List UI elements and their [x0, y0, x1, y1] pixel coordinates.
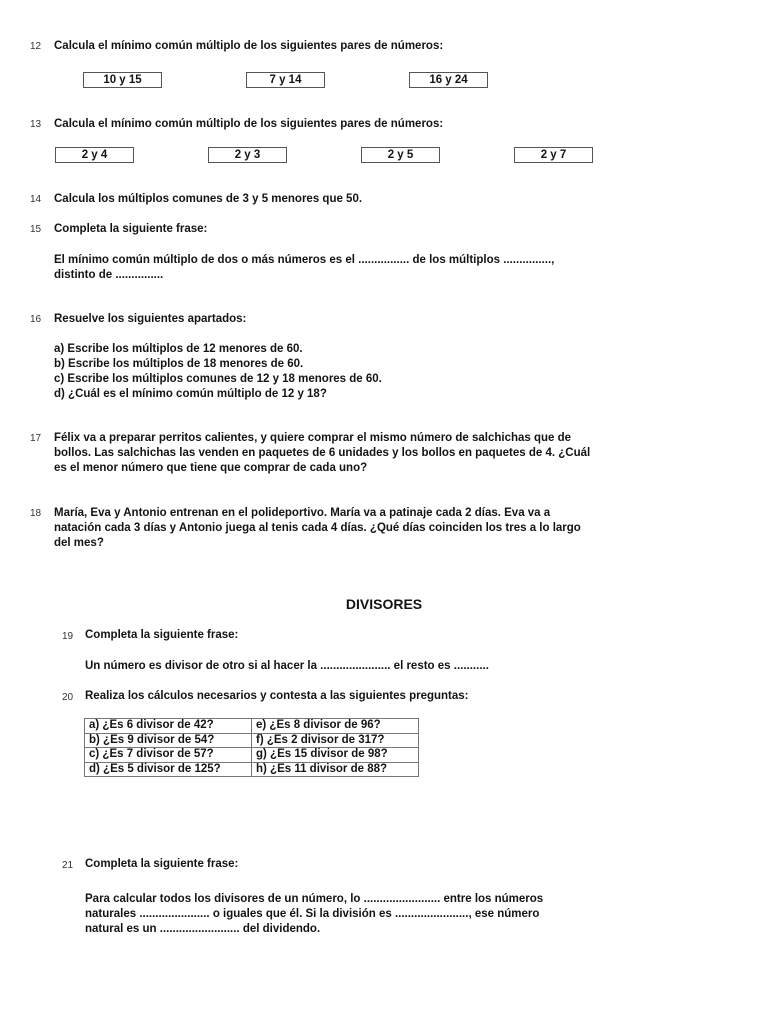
list-item: a) Escribe los múltiplos de 12 menores de 60. [54, 343, 303, 355]
sub-items-list [54, 342, 654, 402]
sentence-line: natural es un ......................... del dividendo. [85, 923, 321, 935]
table-row [85, 762, 419, 777]
number-pair-box: 2 y 3 [208, 147, 287, 163]
list-item: b) Escribe los múltiplos de 18 menores de 60. [54, 358, 304, 370]
list-item: d) ¿Cuál es el mínimo común múltiplo de 12 y 18? [54, 388, 327, 400]
sentence-line: El mínimo común múltiplo de dos o más números es el ................ de los múltiplos ..............., [54, 254, 555, 266]
exercise-title: Calcula el mínimo común múltiplo de los siguientes pares de números: [54, 118, 444, 130]
number-pair-box: 7 y 14 [246, 72, 325, 88]
sentence-line: distinto de ............... [54, 269, 164, 281]
divisor-questions-table [84, 718, 419, 777]
exercise-number: 13 [30, 119, 42, 130]
problem-line: es el menor número que tiene que comprar de cada uno? [54, 462, 368, 474]
table-row [85, 748, 419, 763]
exercise-number: 19 [62, 631, 74, 642]
word-problem [54, 506, 734, 551]
fill-in-sentence [54, 253, 724, 283]
table-cell: a) ¿Es 6 divisor de 42? [85, 719, 252, 734]
number-pair-box: 2 y 5 [361, 147, 440, 163]
section-title: DIVISORES [345, 596, 423, 612]
list-item: c) Escribe los múltiplos comunes de 12 y 18 menores de 60. [54, 373, 382, 385]
fill-in-sentence: Un número es divisor de otro si al hacer la ...................... el resto es ........... [85, 660, 489, 672]
table-cell: b) ¿Es 9 divisor de 54? [85, 733, 252, 748]
problem-line: Félix va a preparar perritos calientes, y quiere comprar el mismo número de salchichas que de [54, 432, 572, 444]
exercise-number: 16 [30, 314, 42, 325]
table-cell: c) ¿Es 7 divisor de 57? [85, 748, 252, 763]
exercise-number: 20 [62, 692, 74, 703]
problem-line: María, Eva y Antonio entrenan en el polideportivo. María va a patinaje cada 2 días. Eva va a [54, 507, 551, 519]
problem-line: del mes? [54, 537, 104, 549]
exercise-number: 18 [30, 508, 42, 519]
exercise-title: Calcula los múltiplos comunes de 3 y 5 menores que 50. [54, 193, 363, 205]
problem-line: natación cada 3 días y Antonio juega al tenis cada 4 días. ¿Qué días coinciden los tres a lo largo [54, 522, 581, 534]
exercise-title: Realiza los cálculos necesarios y contesta a las siguientes preguntas: [85, 690, 469, 702]
problem-line: bollos. Las salchichas las venden en paquetes de 6 unidades y los bollos en paquetes de 4. ¿Cuál [54, 447, 591, 459]
table-cell: h) ¿Es 11 divisor de 88? [252, 762, 419, 777]
sentence-line: Para calcular todos los divisores de un número, lo ........................ entre los números [85, 893, 544, 905]
number-pair-box: 2 y 7 [514, 147, 593, 163]
table-row [85, 719, 419, 734]
exercise-number: 21 [62, 860, 74, 871]
table-cell: e) ¿Es 8 divisor de 96? [252, 719, 419, 734]
number-pair-box: 16 y 24 [409, 72, 488, 88]
number-pair-box: 10 y 15 [83, 72, 162, 88]
exercise-title: Completa la siguiente frase: [85, 858, 239, 870]
table-cell: g) ¿Es 15 divisor de 98? [252, 748, 419, 763]
exercise-number: 17 [30, 433, 42, 444]
sentence-line: naturales ...................... o iguales que él. Si la división es ......................., ese número [85, 908, 540, 920]
exercise-title: Calcula el mínimo común múltiplo de los siguientes pares de números: [54, 40, 444, 52]
number-pair-box: 2 y 4 [55, 147, 134, 163]
fill-in-sentence [85, 892, 685, 937]
exercise-number: 12 [30, 41, 42, 52]
table-row [85, 733, 419, 748]
word-problem [54, 431, 734, 476]
exercise-title: Completa la siguiente frase: [54, 223, 208, 235]
table-cell: f) ¿Es 2 divisor de 317? [252, 733, 419, 748]
exercise-number: 14 [30, 194, 42, 205]
exercise-title: Resuelve los siguientes apartados: [54, 313, 247, 325]
exercise-number: 15 [30, 224, 42, 235]
exercise-title: Completa la siguiente frase: [85, 629, 239, 641]
table-cell: d) ¿Es 5 divisor de 125? [85, 762, 252, 777]
